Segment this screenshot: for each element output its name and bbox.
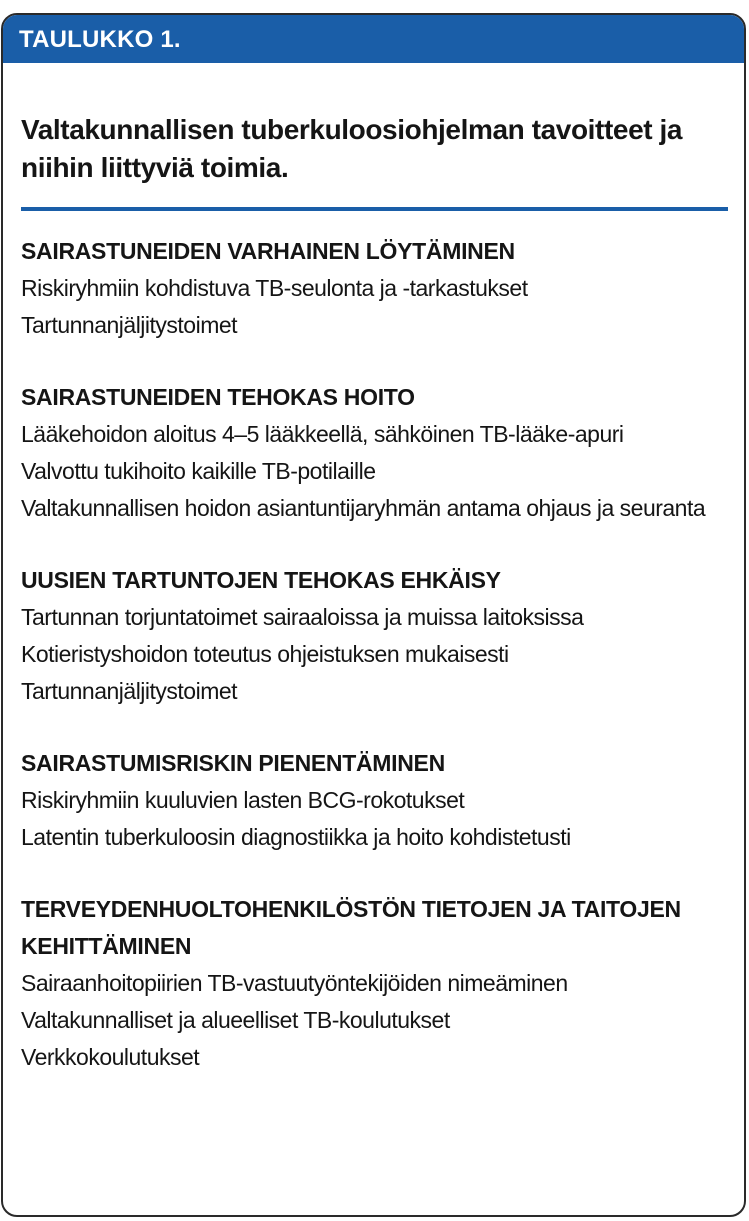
section-staff-development — [21, 891, 726, 1076]
list-item: Latentin tuberkuloosin diagnostiikka ja hoito kohdistetusti — [21, 824, 571, 850]
list-item: Lääkehoidon aloitus 4–5 lääkkeellä, sähköinen TB-lääke-apuri — [21, 421, 624, 447]
section-heading: UUSIEN TARTUNTOJEN TEHOKAS EHKÄISY — [21, 567, 501, 593]
list-item: Riskiryhmiin kohdistuva TB-seulonta ja -tarkastukset — [21, 275, 528, 301]
table-card — [1, 13, 746, 1217]
list-item: Riskiryhmiin kuuluvien lasten BCG-rokotukset — [21, 787, 465, 813]
section-effective-treatment — [21, 379, 726, 527]
section-early-detection — [21, 233, 726, 344]
list-item: Tartunnanjäljitystoimet — [21, 312, 238, 338]
table-title: Valtakunnallisen tuberkuloosiohjelman tavoitteet ja niihin liittyviä toimia. — [21, 114, 683, 183]
table-label: TAULUKKO 1. — [3, 15, 744, 63]
section-heading: TERVEYDENHUOLTOHENKILÖSTÖN TIETOJEN JA TAITOJEN KEHITTÄMINEN — [21, 896, 681, 959]
section-heading: SAIRASTUMISRISKIN PIENENTÄMINEN — [21, 750, 445, 776]
list-item: Tartunnan torjuntatoimet sairaaloissa ja muissa laitoksissa — [21, 604, 584, 630]
section-heading: SAIRASTUNEIDEN TEHOKAS HOITO — [21, 384, 415, 410]
section-prevention — [21, 562, 726, 710]
list-item: Sairaanhoitopiirien TB-vastuutyöntekijöiden nimeäminen — [21, 970, 568, 996]
list-item: Valvottu tukihoito kaikille TB-potilaille — [21, 458, 376, 484]
list-item: Kotieristyshoidon toteutus ohjeistuksen mukaisesti — [21, 641, 509, 667]
section-heading: SAIRASTUNEIDEN VARHAINEN LÖYTÄMINEN — [21, 238, 515, 264]
list-item: Valtakunnallisen hoidon asiantuntijaryhmän antama ohjaus ja seuranta — [21, 495, 706, 521]
list-item: Valtakunnalliset ja alueelliset TB-koulutukset — [21, 1007, 450, 1033]
sections-list — [21, 233, 726, 1076]
list-item: Tartunnanjäljitystoimet — [21, 678, 238, 704]
list-item: Verkkokoulutukset — [21, 1044, 200, 1070]
table-content — [21, 111, 726, 1111]
section-risk-reduction — [21, 745, 726, 856]
title-divider — [21, 207, 728, 211]
